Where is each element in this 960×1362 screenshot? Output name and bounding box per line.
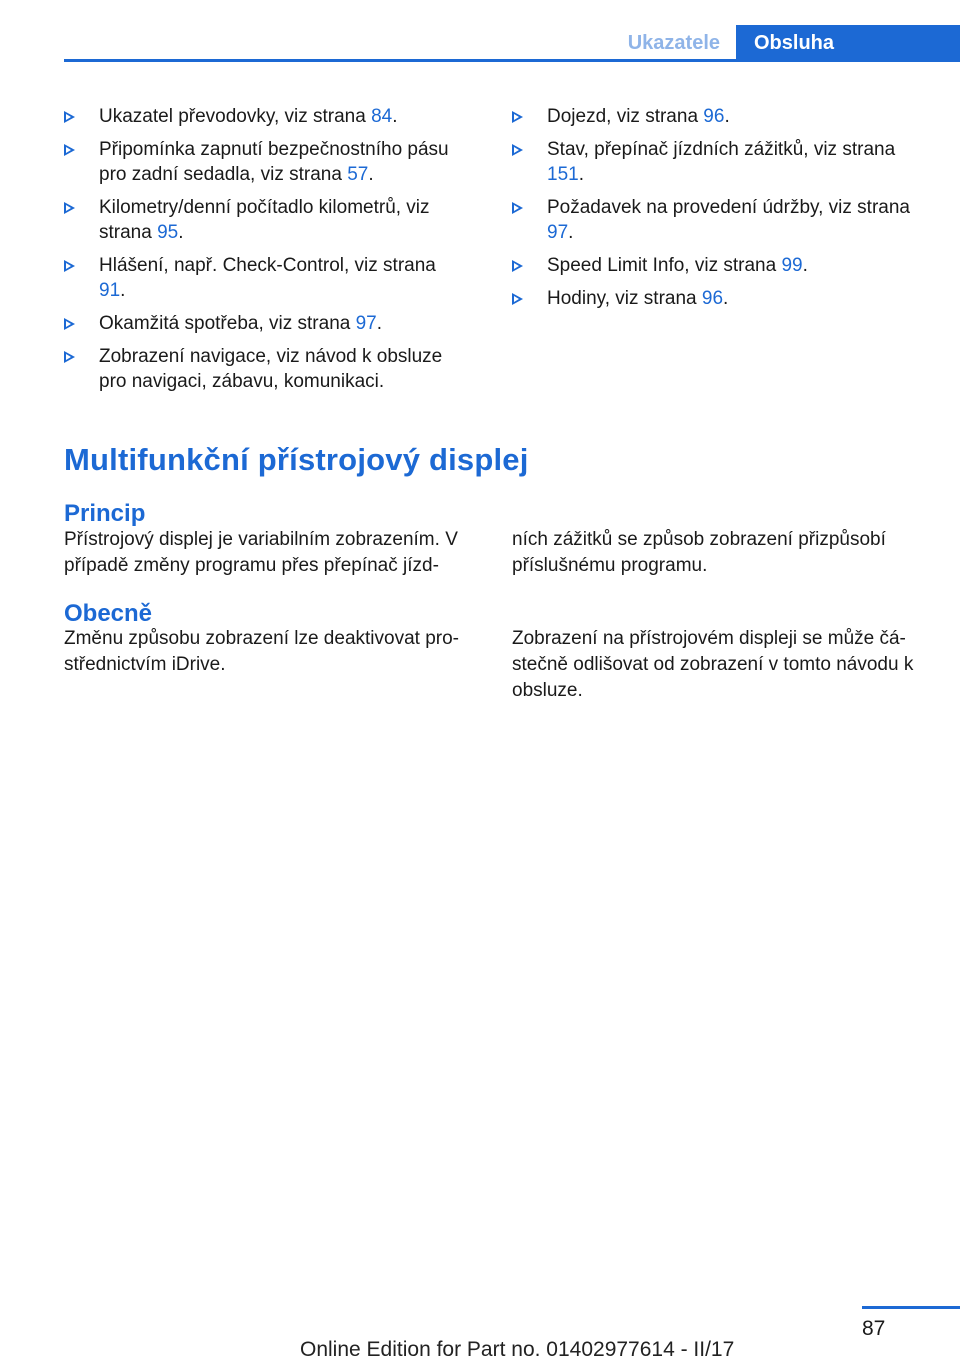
page-reference-link[interactable]: 91 xyxy=(99,280,121,301)
page-reference-link[interactable]: 151 xyxy=(547,164,579,185)
list-item xyxy=(512,137,912,187)
list-item xyxy=(64,344,464,394)
list-item xyxy=(512,195,912,245)
triangle-bullet-icon xyxy=(512,144,523,156)
right-item-list xyxy=(512,104,912,319)
page-header xyxy=(64,25,960,62)
list-item-text: Speed Limit Info, viz strana xyxy=(547,255,782,276)
triangle-bullet-icon xyxy=(64,260,75,272)
left-item-list xyxy=(64,104,464,402)
list-item-punctuation: . xyxy=(578,164,584,185)
list-item xyxy=(64,195,464,245)
footer-edition: Online Edition for Part no. 01402977614 - II/17 xyxy=(300,1338,735,1361)
triangle-bullet-icon xyxy=(512,111,523,123)
page-number: 87 xyxy=(862,1317,886,1340)
list-item-punctuation: . xyxy=(178,222,184,243)
obecne-heading: Obecně xyxy=(64,600,153,627)
list-item xyxy=(64,137,464,187)
list-item xyxy=(64,311,464,336)
page-reference-link[interactable]: 96 xyxy=(703,106,725,127)
list-item xyxy=(64,104,464,129)
list-item-text: Požadavek na provedení údržby, viz strana xyxy=(547,197,910,218)
triangle-bullet-icon xyxy=(64,318,75,330)
list-item-punctuation: . xyxy=(368,164,374,185)
list-item-text: Dojezd, viz strana xyxy=(547,106,704,127)
triangle-bullet-icon xyxy=(64,111,75,123)
page-number-divider xyxy=(862,1306,960,1309)
list-item xyxy=(64,253,464,303)
list-item-text: Hlášení, např. Check-Control, viz strana xyxy=(99,255,436,276)
list-item-text: Kilometry/denní počítadlo kilometrů, viz strana xyxy=(99,197,430,243)
page-reference-link[interactable]: 84 xyxy=(371,106,393,127)
header-divider xyxy=(64,59,960,62)
princip-heading: Princip xyxy=(64,500,146,527)
list-item-punctuation: . xyxy=(568,222,574,243)
page-reference-link[interactable]: 97 xyxy=(547,222,569,243)
princip-text-right: ních zážitků se způsob zobrazení přizpůsobí příslušnému programu. xyxy=(512,529,886,576)
section-title: Multifunkční přístrojový displej xyxy=(64,442,529,477)
page-reference-link[interactable]: 57 xyxy=(347,164,369,185)
list-item-punctuation: . xyxy=(723,288,729,309)
list-item xyxy=(512,286,912,311)
princip-text-left: Přístrojový displej je variabilním zobrazením. V případě změny programu přes přepínač jízd‐ xyxy=(64,529,458,576)
obecne-text-right: Zobrazení na přístrojovém displeji se může čá‐stečně odlišovat od zobrazení v tomto návodu k obsluze. xyxy=(512,628,914,701)
list-item-text: Stav, přepínač jízdních zážitků, viz strana xyxy=(547,139,896,160)
tab-obsluha[interactable]: Obsluha xyxy=(736,25,960,62)
list-item-punctuation: . xyxy=(724,106,730,127)
list-item-text: Okamžitá spotřeba, viz strana xyxy=(99,313,356,334)
triangle-bullet-icon xyxy=(512,260,523,272)
triangle-bullet-icon xyxy=(512,293,523,305)
page-reference-link[interactable]: 97 xyxy=(355,313,377,334)
list-item-text: Zobrazení navigace, viz návod k obsluze pro navigaci, zábavu, komunikaci. xyxy=(99,346,443,392)
page-reference-link[interactable]: 95 xyxy=(157,222,179,243)
list-item-punctuation: . xyxy=(802,255,808,276)
list-item-punctuation: . xyxy=(376,313,383,334)
list-item-text: Hodiny, viz strana xyxy=(547,288,702,309)
triangle-bullet-icon xyxy=(64,351,75,363)
tab-ukazatele[interactable]: Ukazatele xyxy=(627,32,720,54)
list-item xyxy=(512,104,912,129)
list-item-text: Ukazatel převodovky, viz strana xyxy=(99,106,372,127)
page-reference-link[interactable]: 99 xyxy=(781,255,803,276)
triangle-bullet-icon xyxy=(512,202,523,214)
list-item-text: Připomínka zapnutí bezpečnostního pásu pro zadní sedadla, viz strana xyxy=(99,139,449,185)
triangle-bullet-icon xyxy=(64,202,75,214)
triangle-bullet-icon xyxy=(64,144,75,156)
list-item xyxy=(512,253,912,278)
page-reference-link[interactable]: 96 xyxy=(701,288,724,309)
obecne-text-left: Změnu způsobu zobrazení lze deaktivovat pro‐střednictvím iDrive. xyxy=(64,628,459,675)
list-item-punctuation: . xyxy=(392,106,398,127)
list-item-punctuation: . xyxy=(120,280,126,301)
